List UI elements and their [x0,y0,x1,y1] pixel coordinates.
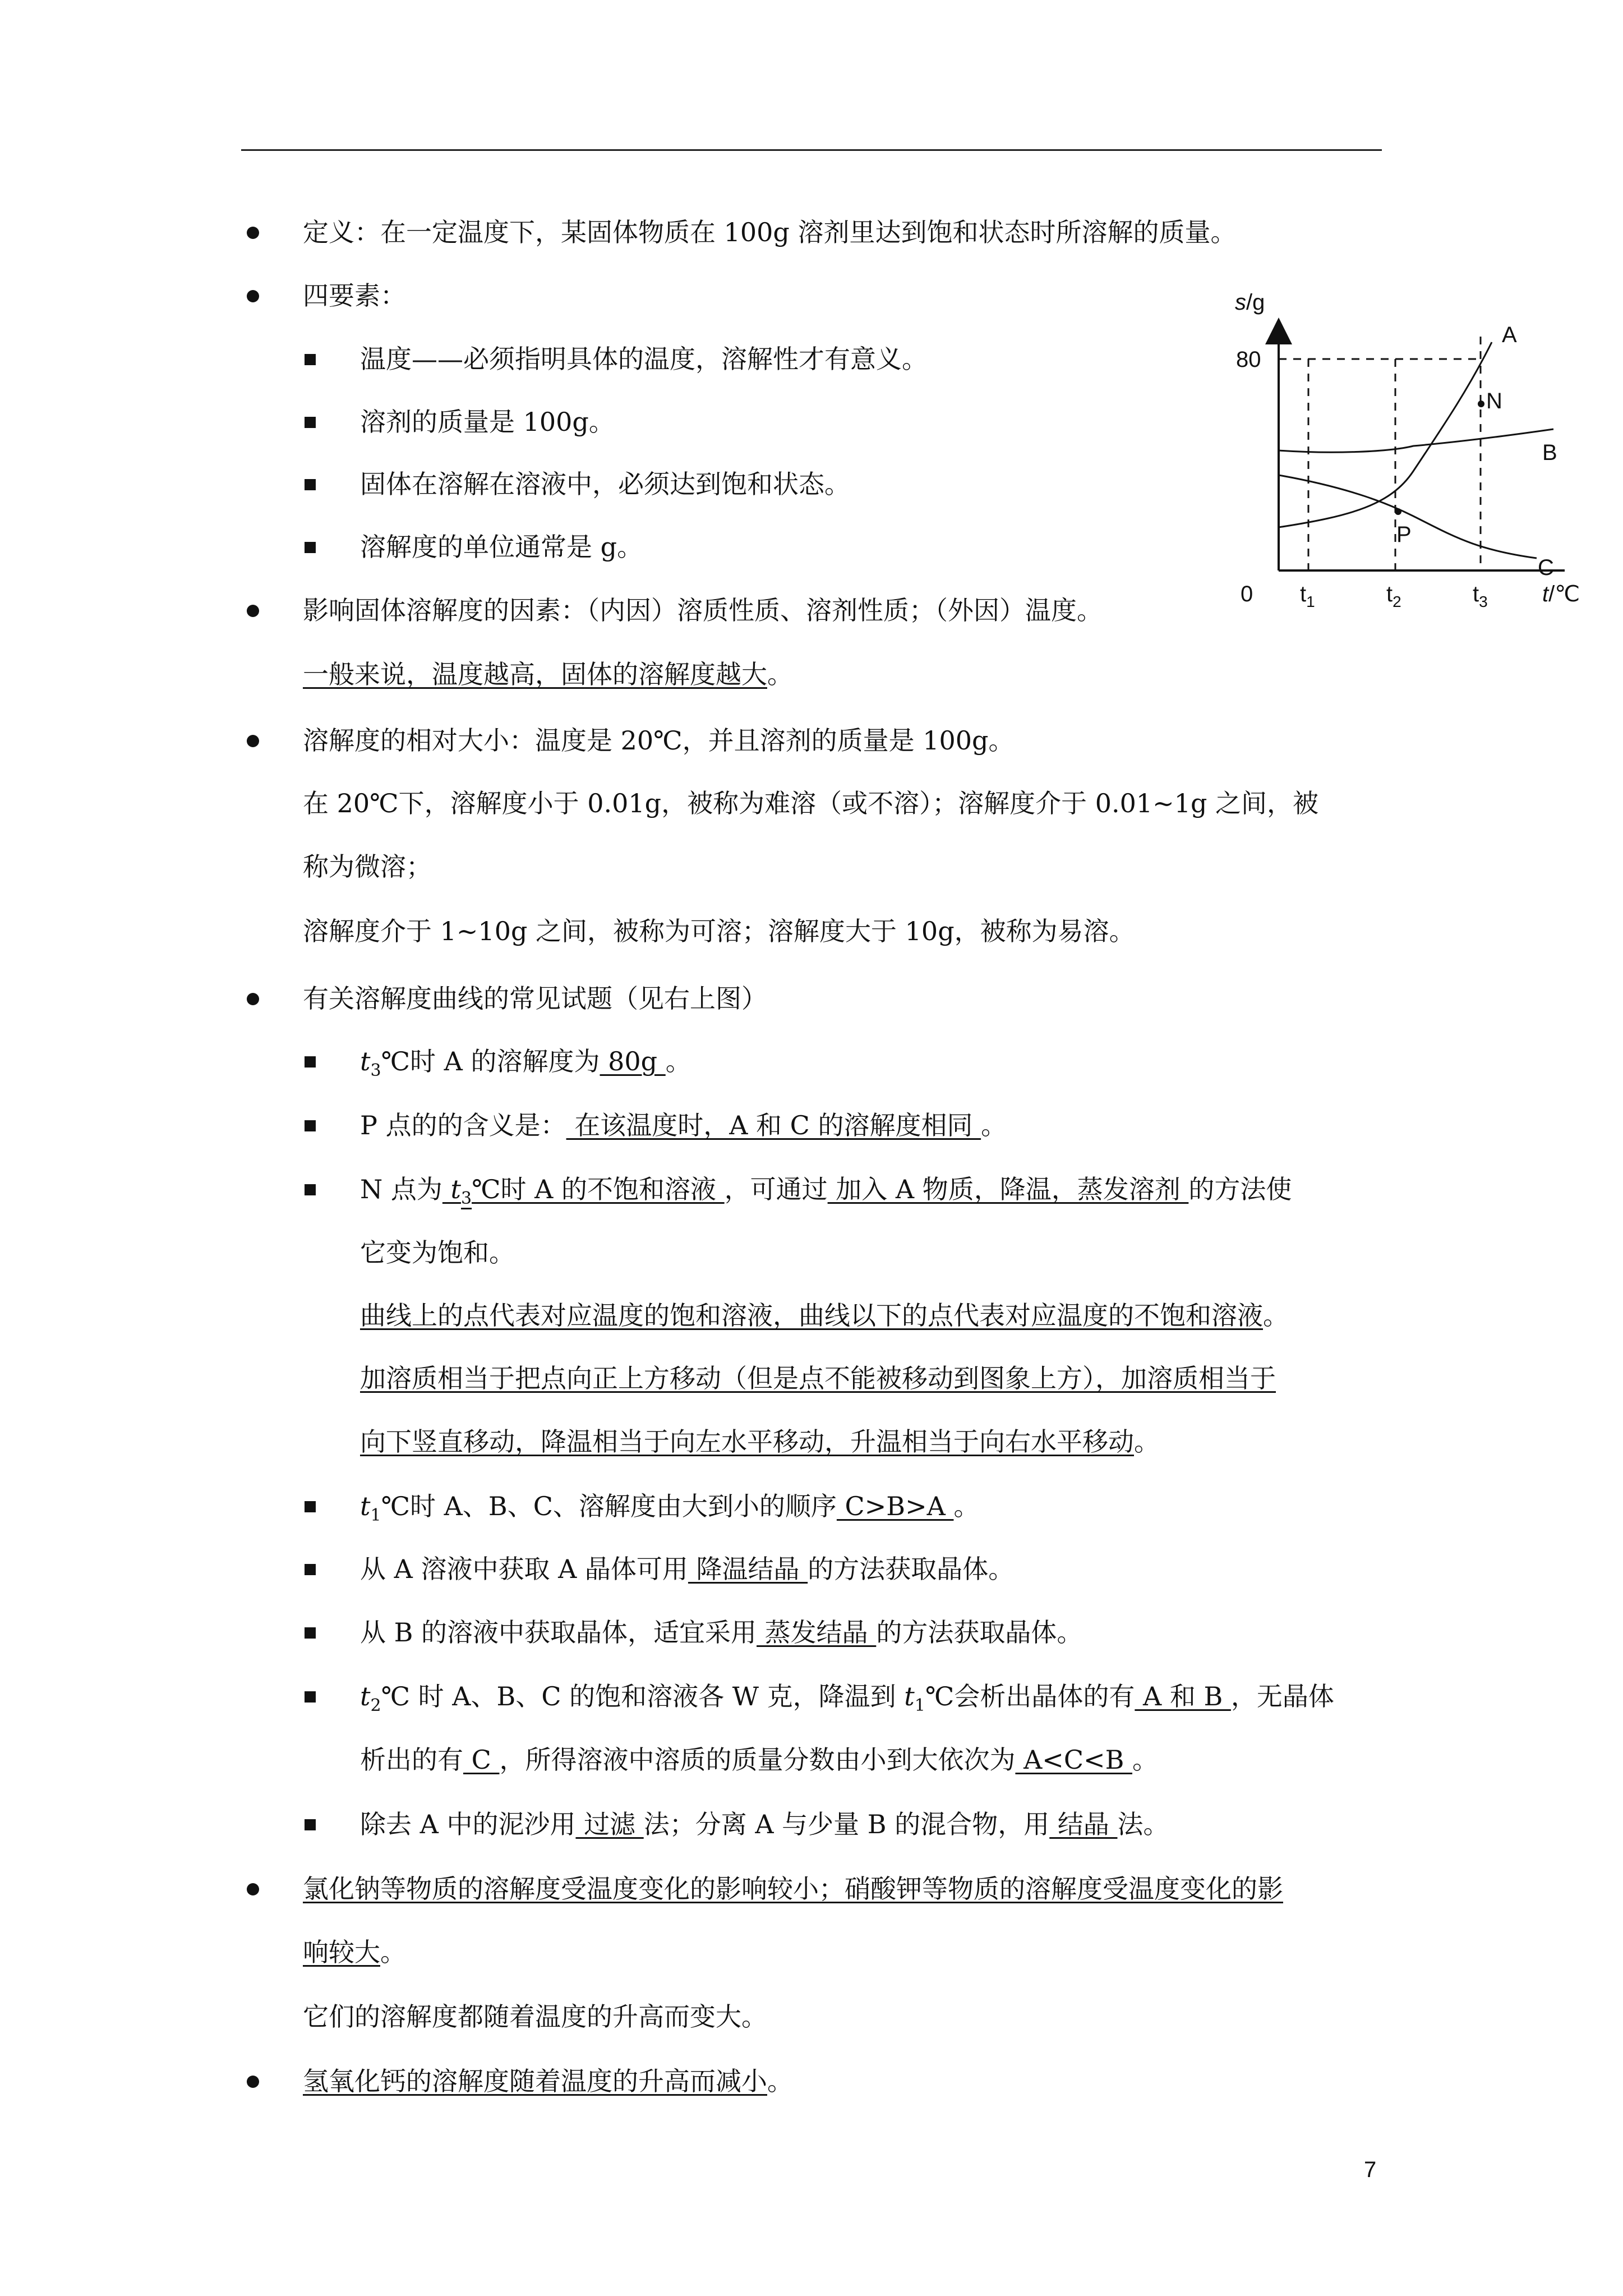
bullet-square [305,1819,316,1830]
text-line [360,1680,1334,1723]
text-span: 。 [665,1046,691,1076]
bullet-square [305,1691,316,1703]
text-span: 氯化钠等物质的溶解度受温度变化的影响较小；硝酸钾等物质的溶解度受温度变化的影 [303,1874,1283,1904]
text-span: 溶剂的质量是 100g。 [360,407,615,437]
x-tick-t1: $t_1$ [1300,582,1315,610]
point-label-n: N [1486,389,1502,413]
text-line [303,2000,767,2033]
bullet-dot [247,993,259,1005]
text-span: 影响固体溶解度的因素：（内因）溶质性质、溶剂性质；（外因）温度。 [303,595,1103,625]
text-line [303,593,1103,627]
text-line [360,1236,515,1269]
text-span: t [904,1681,915,1711]
text-span: 在该温度时，A 和 C 的溶解度相同 [566,1110,981,1140]
page-number: 7 [1364,2157,1377,2182]
bullet-square [305,1056,316,1068]
text-span: ℃时 A 的不饱和溶液 [472,1174,725,1204]
bullet-square [305,1564,316,1575]
text-span: 1 [914,1696,925,1715]
text-span: 曲线上的点代表对应温度的饱和溶液，曲线以下的点代表对应温度的不饱和溶液 [360,1300,1263,1331]
point-label-p: P [1396,522,1412,547]
text-span: 法。 [1117,1809,1169,1839]
text-span: ℃时 A 的溶解度为 [381,1046,600,1076]
curve-a [1279,342,1492,527]
series-label-a: A [1502,323,1517,347]
text-span: 80g [600,1046,666,1076]
text-line [360,1045,691,1088]
text-line [303,215,1237,249]
text-span: A<C<B [1015,1745,1133,1775]
text-span: 它变为饱和。 [360,1237,515,1268]
text-span: 。 [380,1937,406,1967]
text-span: t [450,1174,461,1204]
point-p [1395,508,1401,515]
text-span: 氢氧化钙的溶解度随着温度的升高而减小 [303,2066,767,2096]
text-line [360,405,615,439]
text-span: 析出的有 [360,1745,463,1775]
text-span: 。 [767,659,793,689]
bullet-dot [247,2076,259,2088]
text-line [303,1872,1283,1906]
text-span: ℃ 时 A、B、C 的饱和溶液各 W 克，降温到 [381,1681,905,1711]
y-tick-80: 80 [1236,347,1261,372]
bullet-square [305,1184,316,1195]
text-span: 3 [461,1189,472,1208]
text-span: 响较大 [303,1937,380,1967]
text-line [360,1172,1292,1216]
text-line [360,1552,1014,1586]
text-line [360,1425,1160,1458]
text-line [303,786,1318,820]
text-span: t [360,1046,371,1076]
text-span: 四要素： [303,280,406,311]
text-span: 过滤 [575,1809,644,1839]
series-label-c: C [1538,555,1554,580]
text-line [360,1807,1169,1841]
point-n [1478,401,1484,407]
text-span: 。 [1134,1427,1160,1457]
bullet-square [305,417,316,428]
bullet-dot [247,227,259,239]
text-span: 定义：在一定温度下，某固体物质在 100g 溶剂里达到饱和状态时所溶解的质量。 [303,217,1237,247]
solubility-curve-chart [1206,280,1610,639]
text-span: 它们的溶解度都随着温度的升高而变大。 [303,2001,767,2032]
text-span: A 和 B [1135,1681,1231,1711]
bullet-dot [247,1883,259,1895]
text-span: C [463,1745,500,1775]
x-axis-label: t/℃ [1542,582,1580,606]
text-line [360,1299,1289,1332]
bullet-dot [247,290,259,302]
bullet-square [305,1501,316,1512]
text-line [360,1616,1082,1649]
bullet-dot [247,735,259,747]
header-rule [241,149,1382,151]
text-span: 固体在溶解在溶液中，必须达到饱和状态。 [360,469,850,499]
series-label-b: B [1542,440,1557,465]
text-span: ℃会析出晶体的有 [925,1681,1135,1711]
text-span: 3 [370,1061,381,1080]
text-line [360,1361,1276,1395]
text-line [303,2064,793,2098]
text-line [303,279,406,312]
text-line [303,657,793,691]
text-span: 的方法获取晶体。 [808,1554,1015,1584]
text-span: 一般来说，温度越高，固体的溶解度越大 [303,659,767,689]
curve-b [1279,429,1553,452]
text-line [303,914,1135,948]
text-line [360,467,850,501]
text-span: 加入 A 物质，降温，蒸发溶剂 [827,1174,1189,1204]
bullet-square [305,1120,316,1131]
text-span: 。 [981,1110,1007,1140]
x-tick-t3: $t_3$ [1473,582,1488,610]
text-span: 降温结晶 [688,1554,808,1584]
text-span: 向下竖直移动，降温相当于向左水平移动，升温相当于向右水平移动 [360,1427,1134,1457]
x-tick-t2: $t_2$ [1386,582,1401,610]
bullet-dot [247,605,259,617]
bullet-square [305,479,316,490]
text-span: 溶解度的单位通常是 g。 [360,532,643,562]
text-span: 1 [370,1506,381,1525]
text-line [360,1108,1007,1142]
text-span: 结晶 [1049,1809,1118,1839]
text-span: 加溶质相当于把点向正上方移动（但是点不能被移动到图象上方），加溶质相当于 [360,1363,1276,1393]
origin-label: 0 [1241,582,1253,606]
text-span: 溶解度介于 1~10g 之间，被称为可溶；溶解度大于 10g，被称为易溶。 [303,916,1135,946]
text-span: ℃时 A、B、C、溶解度由大到小的顺序 [381,1491,837,1521]
bullet-square [305,542,316,553]
text-span: 。 [767,2066,793,2096]
y-axis-label: s/g [1235,290,1265,315]
text-span: t [360,1681,371,1711]
text-line [303,982,767,1015]
text-span: 。 [1263,1300,1289,1331]
text-span: 从 B 的溶液中获取晶体，适宜采用 [360,1617,757,1648]
text-line [303,850,432,884]
text-span: 的方法使 [1188,1174,1292,1204]
text-span: 法；分离 A 与少量 B 的混合物，用 [643,1809,1050,1839]
text-span: 在 20℃下，溶解度小于 0.01g，被称为难溶（或不溶）；溶解度介于 0.01~1g 之间，被 [303,788,1319,818]
text-span: ，无晶体 [1230,1681,1334,1711]
text-span: C>B>A [836,1491,954,1521]
text-span: 温度——必须指明具体的温度，溶解性才有意义。 [360,344,928,374]
text-span: 的方法获取晶体。 [876,1617,1083,1648]
text-line [360,1489,979,1533]
text-span: 溶解度的相对大小：温度是 20℃，并且溶剂的质量是 100g。 [303,725,1015,756]
bullet-square [305,354,316,365]
text-span: 蒸发结晶 [757,1617,877,1648]
text-span: t [360,1491,371,1521]
text-line [303,724,1014,757]
text-line [360,530,643,564]
text-line [360,342,928,376]
text-line [360,1743,1158,1777]
text-span: 有关溶解度曲线的常见试题（见右上图） [303,983,767,1014]
bullet-square [305,1627,316,1639]
text-span: P 点的的含义是： [360,1110,566,1140]
text-line [303,1935,406,1969]
text-span: 除去 A 中的泥沙用 [360,1809,576,1839]
text-span: ，所得溶液中溶质的质量分数由小到大依次为 [499,1745,1016,1775]
text-span [442,1174,451,1204]
text-span: N 点为 [360,1174,442,1204]
text-span: 。 [953,1491,980,1521]
text-span: ，可通过 [724,1174,828,1204]
text-span: 从 A 溶液中获取 A 晶体可用 [360,1554,688,1584]
text-span: 2 [370,1696,381,1715]
text-span: 称为微溶； [303,852,432,882]
text-span: 。 [1132,1745,1159,1775]
